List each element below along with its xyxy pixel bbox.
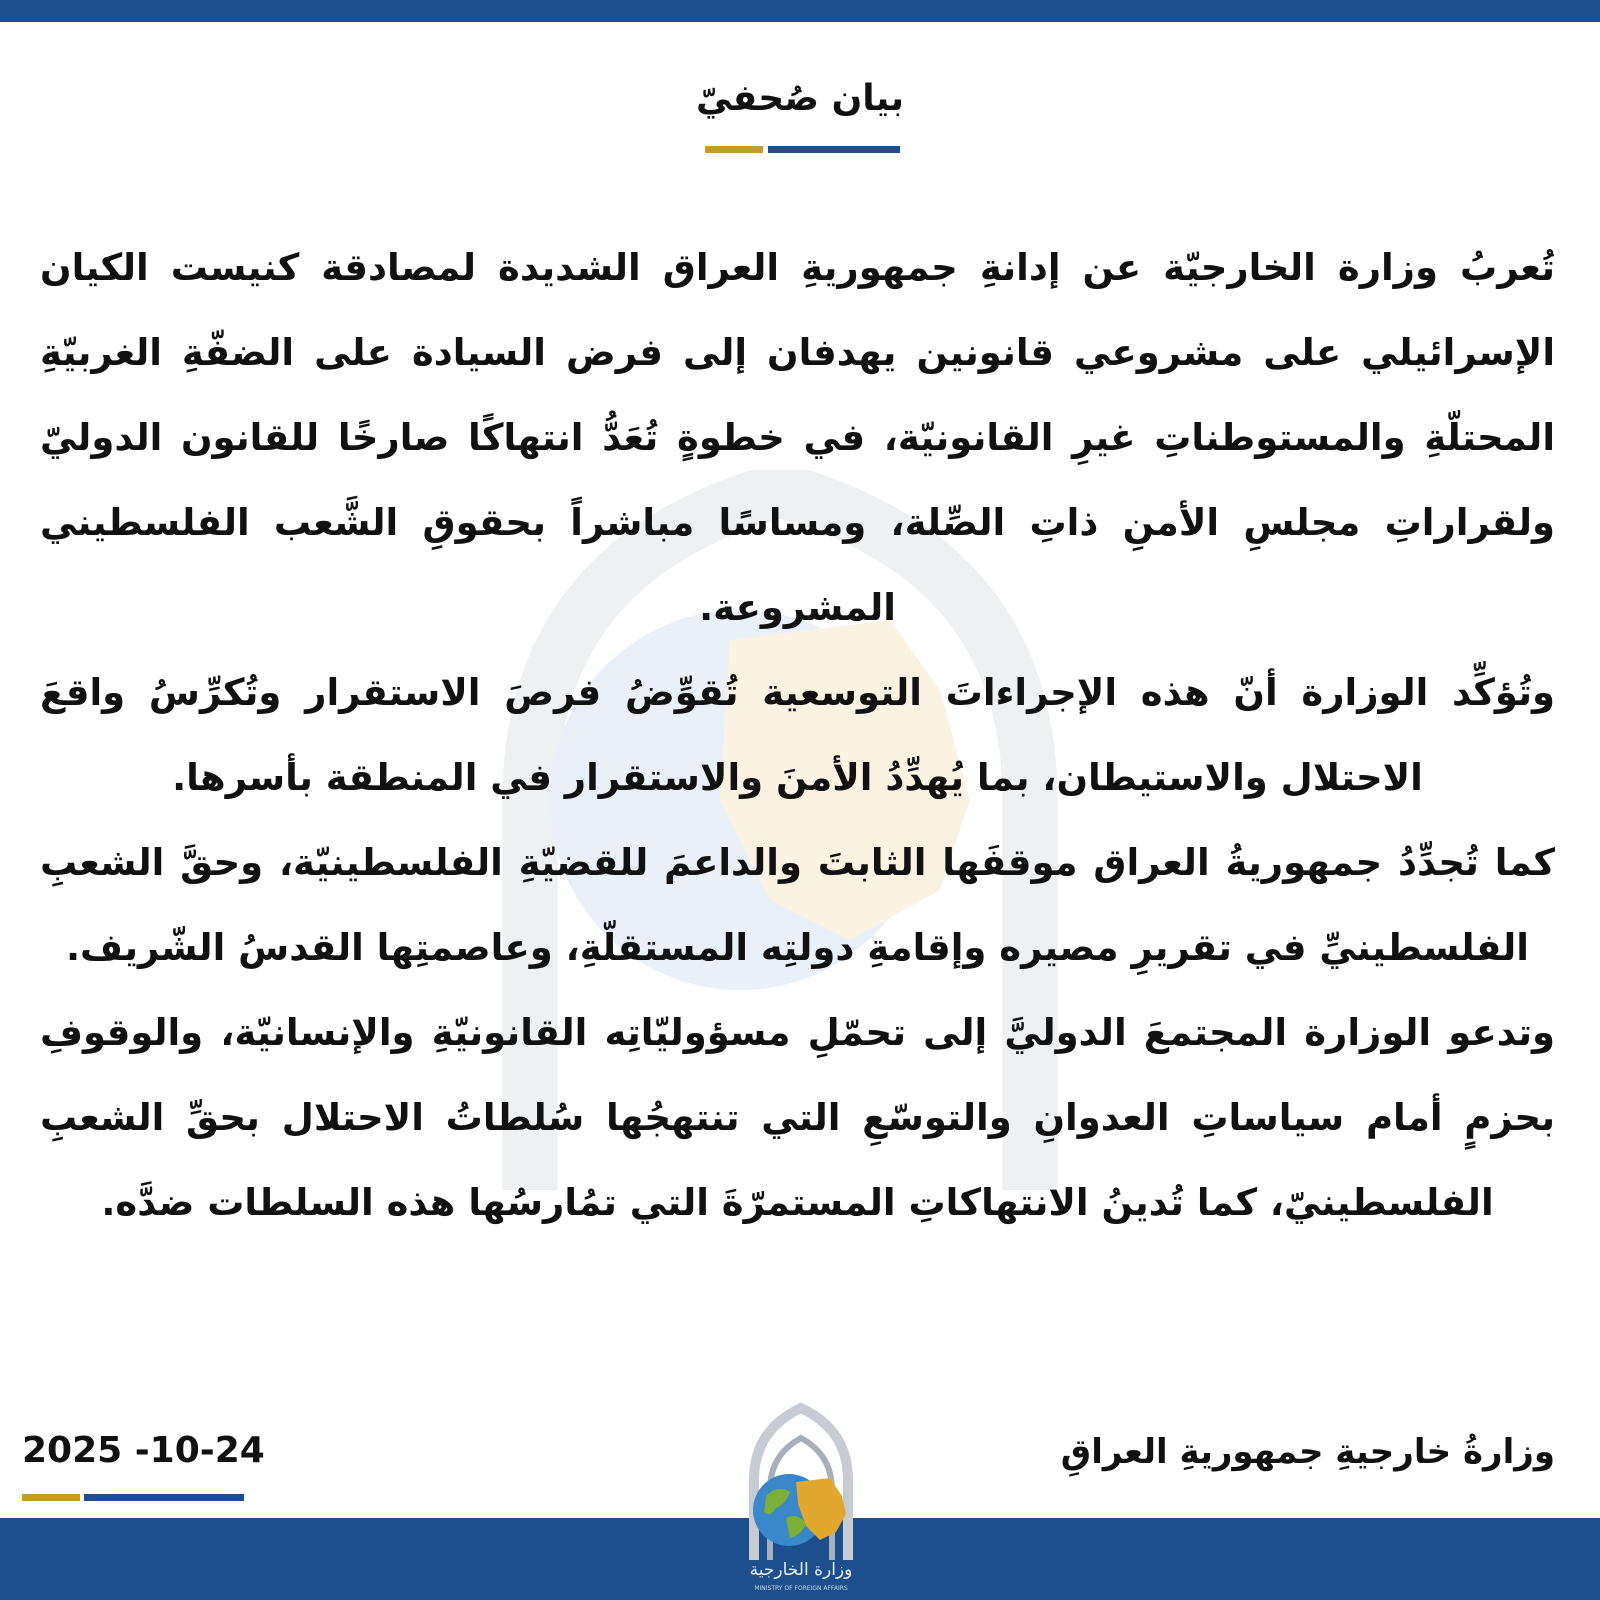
statement-paragraph: كما تُجدِّدُ جمهوريةُ العراق موقفَها الثابتَ والداعمَ للقضيّةِ الفلسطينيّة، وحقَّ الشعبِ الفلسطينيِّ في تقريرِ مصيره وإقامةِ دولتِه المستقلّةِ، وعاصمتِها القدسُ الشّريف. — [40, 841, 1555, 969]
emblem-label-english: MINISTRY OF FOREIGN AFFAIRS — [754, 1585, 848, 1592]
title-rule-gold — [705, 146, 763, 153]
date-rule-blue — [84, 1494, 244, 1501]
signature: وزارةُ خارجيةِ جمهوريةِ العراقِ — [1060, 1432, 1555, 1472]
statement-body — [40, 225, 1555, 1245]
page-title: بيان صُحفيّ — [695, 78, 905, 119]
statement-paragraph: تُعربُ وزارة الخارجيّة عن إدانةِ جمهوريةِ العراق الشديدة لمصادقة كنيست الكيان الإسرائيلي على مشروعي قانونين يهدفان إلى فرض السيادة على الضفّةِ الغربيّةِ المحتلّةِ والمستوطناتِ غيرِ القانونيّة، في خطوةٍ تُعَدُّ انتهاكًا صارخًا للقانون الدوليّ ولقراراتِ مجلسِ الأمنِ ذاتِ الصِّلة، ومساسًا مباشراً بحقوقِ الشَّعب الفلسطيني المشروعة. — [40, 246, 1555, 629]
date: 2025 -10-24 — [22, 1430, 265, 1471]
top-band — [0, 0, 1600, 22]
statement-paragraph: وتدعو الوزارة المجتمعَ الدوليَّ إلى تحمّلِ مسؤوليّاتِه القانونيّةِ والإنسانيّة، والوقوفِ بحزمٍ أمام سياساتِ العدوانِ والتوسّعِ التي تنتهجُها سُلطاتُ الاحتلال بحقِّ الشعبِ الفلسطينيّ، كما تُدينُ الانتهاكاتِ المستمرّةَ التي تمُارسُها هذه السلطات ضدَّه. — [40, 1011, 1555, 1224]
emblem-label-arabic: وزارة الخارجية — [749, 1560, 853, 1580]
statement-paragraph: وتُؤكِّد الوزارة أنّ هذه الإجراءاتَ التوسعية تُقوِّضُ فرصَ الاستقرار وتُكرِّسُ واقعَ الاحتلال والاستيطان، بما يُهدِّدُ الأمنَ والاستقرار في المنطقة بأسرها. — [40, 671, 1555, 799]
title-rule-blue — [768, 146, 900, 153]
date-rule-gold — [22, 1494, 80, 1501]
title-area — [0, 78, 1600, 119]
